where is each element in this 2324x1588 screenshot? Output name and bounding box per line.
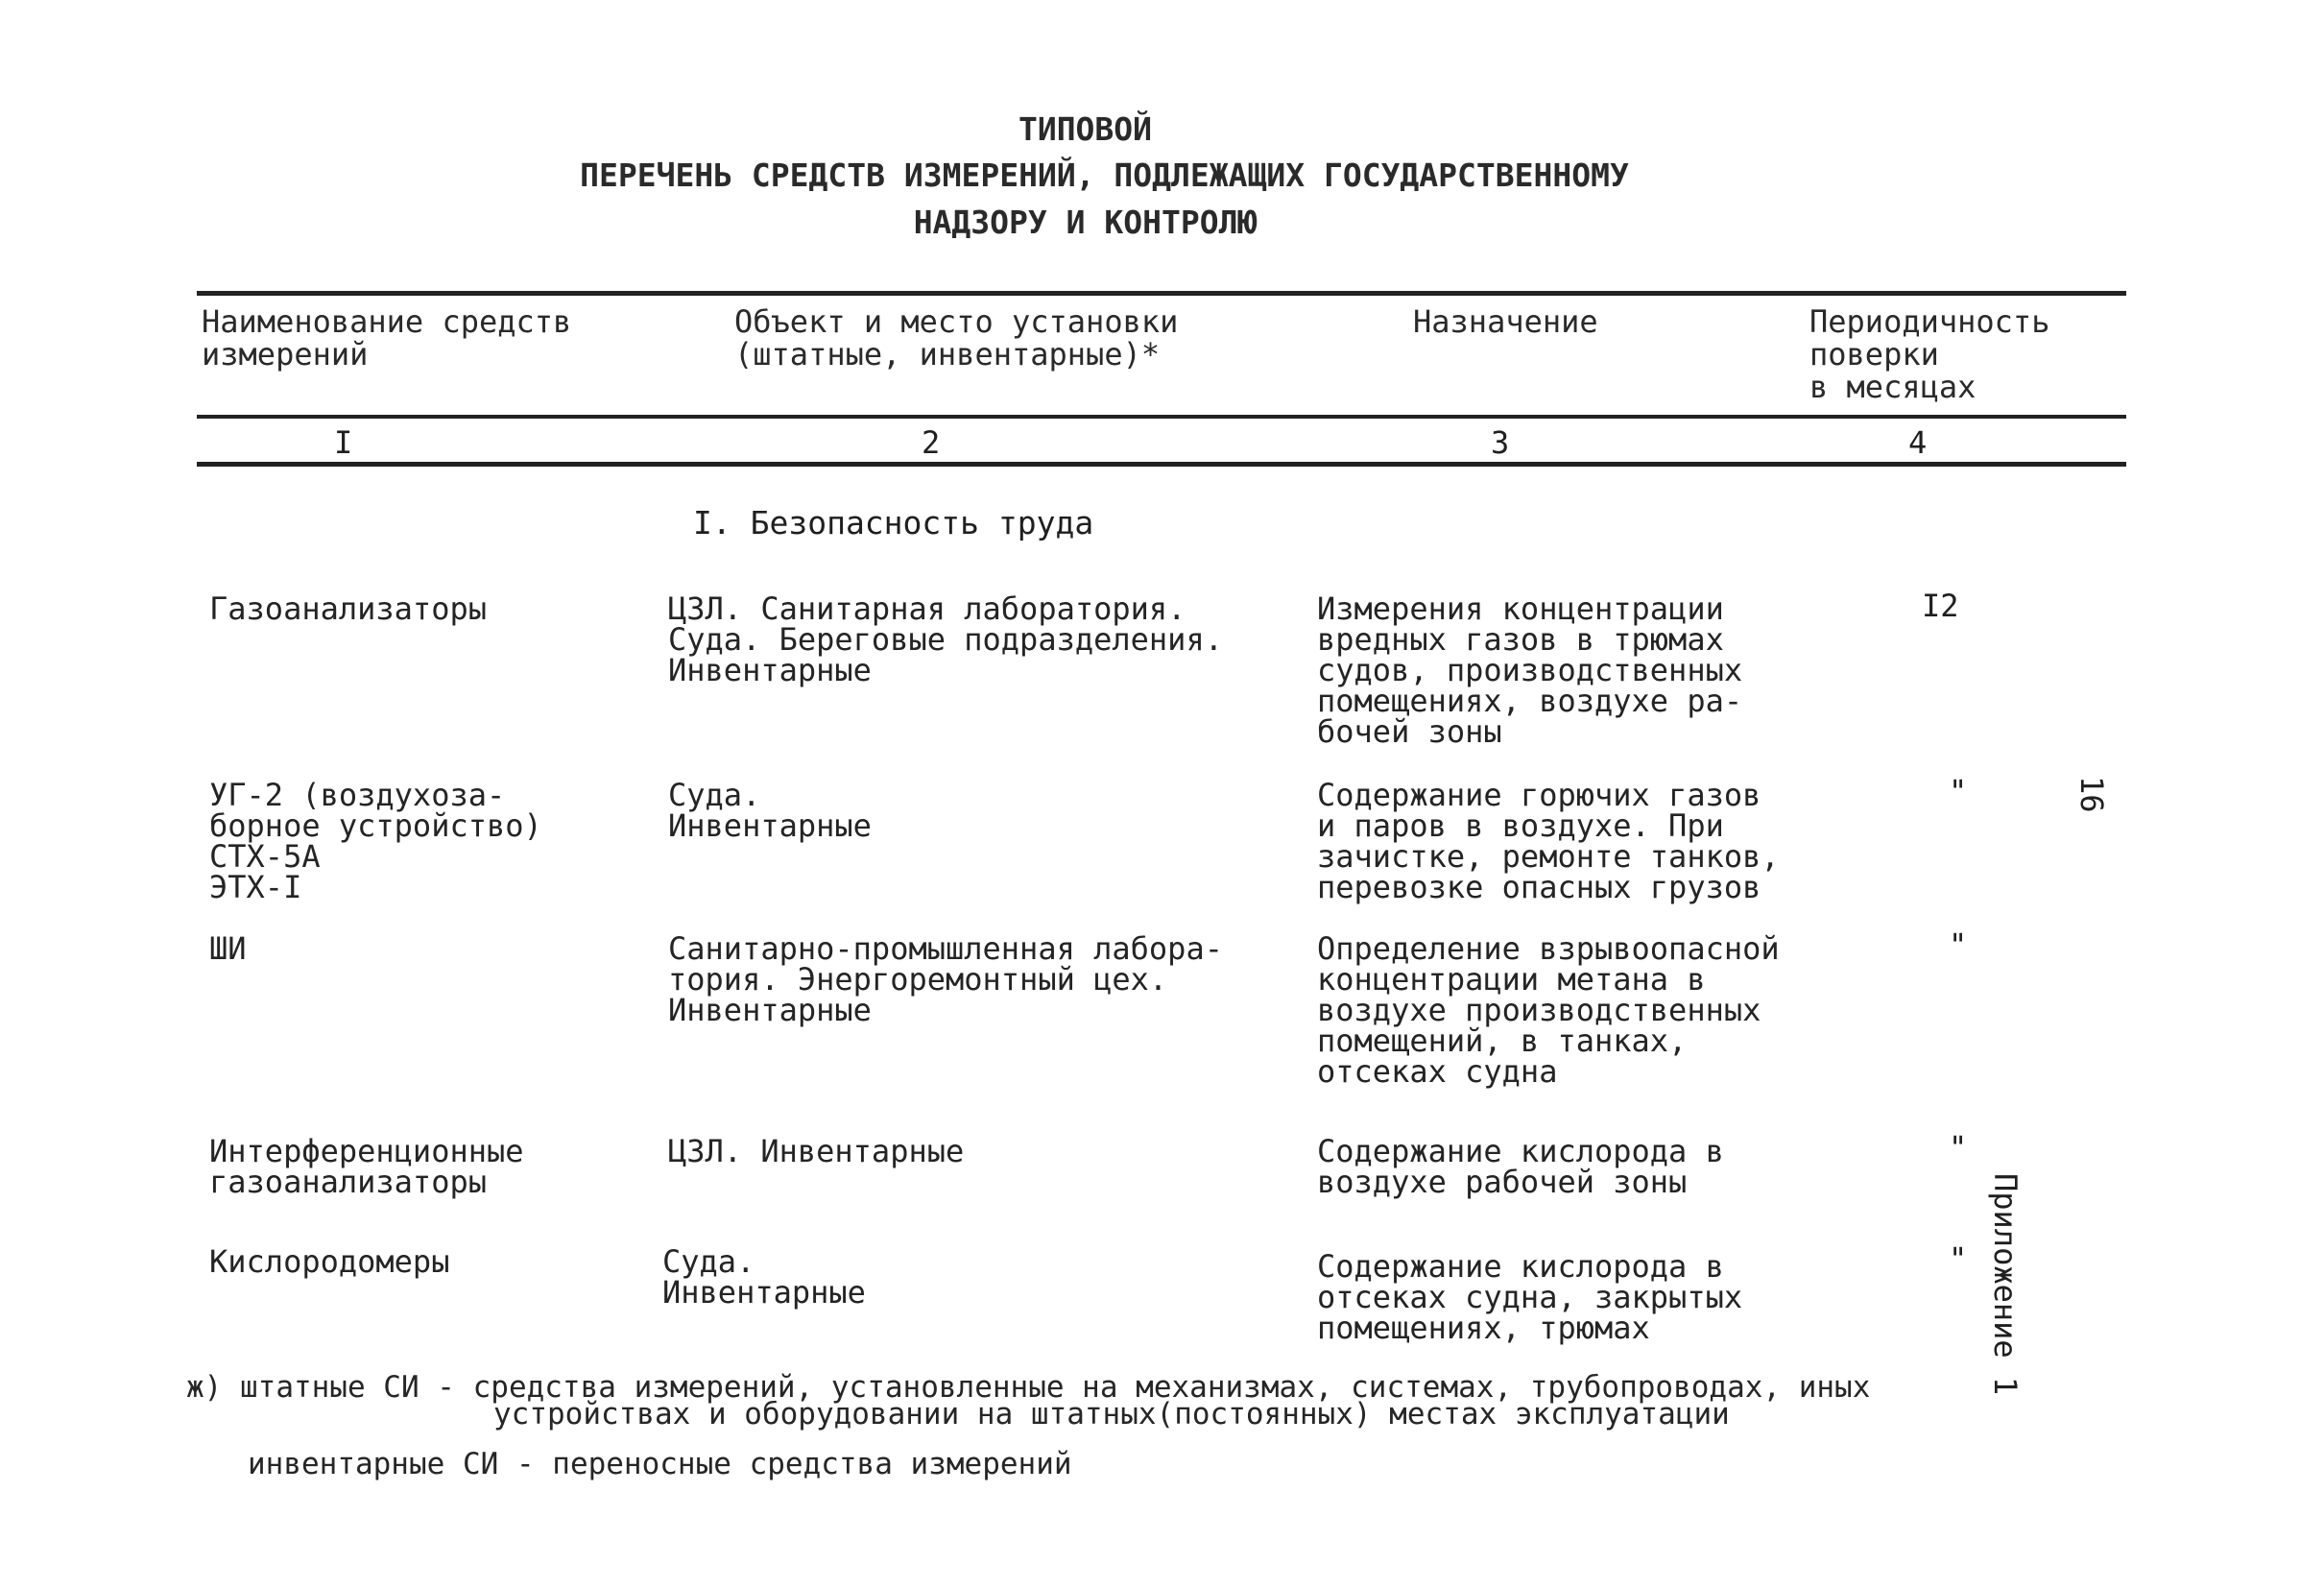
- footnote-line-1: ж) штатные СИ - средства измерений, установленные на механизмах, системах, трубопроводах, иных: [186, 1370, 1871, 1405]
- row-4-period: ": [1949, 1129, 1968, 1166]
- section-heading: I. Безопасность труда: [693, 504, 1094, 541]
- row-5-purpose: Содержание кислорода в отсеках судна, закрытых помещениях, трюмах: [1317, 1248, 1743, 1346]
- row-3-purpose: Определение взрывоопасной концентрации метана в воздухе производственных помещений, в танках, отсеках судна: [1317, 930, 1780, 1090]
- column-number-2: 2: [922, 424, 941, 461]
- header-object: Объект и место установки (штатные, инвентарные)*: [734, 303, 1179, 373]
- header-period: Периодичность поверки в месяцах: [1809, 303, 2050, 405]
- appendix-label: Приложение 1: [1987, 1173, 2024, 1396]
- header-bottom-rule: [197, 415, 2126, 419]
- row-4-name: Интерференционные газоанализаторы: [209, 1133, 524, 1200]
- header-purpose: Назначение: [1413, 303, 1598, 340]
- row-5-period: ": [1949, 1240, 1968, 1277]
- row-5-object: Суда. Инвентарные: [662, 1243, 866, 1311]
- column-number-3: 3: [1491, 424, 1510, 461]
- row-4-object: ЦЗЛ. Инвентарные: [668, 1133, 965, 1169]
- row-1-object: ЦЗЛ. Санитарная лаборатория. Суда. Береговые подразделения. Инвентарные: [668, 590, 1223, 688]
- table-top-rule: [197, 291, 2126, 296]
- row-2-purpose: Содержание горючих газов и паров в воздухе. При зачистке, ремонте танков, перевозке опасных грузов: [1317, 777, 1780, 905]
- doc-title-line-3: НАДЗОРУ И КОНТРОЛЮ: [913, 204, 1258, 241]
- row-3-name: ШИ: [209, 930, 247, 967]
- row-3-period: ": [1949, 926, 1968, 963]
- doc-title-line-1: ТИПОВОЙ: [1018, 110, 1153, 148]
- row-2-name: УГ-2 (воздухоза- борное устройство) СТХ-5А ЭТХ-I: [209, 777, 542, 905]
- row-2-object: Суда. Инвентарные: [668, 777, 872, 844]
- page-number: 16: [2073, 776, 2110, 813]
- row-1-period: I2: [1922, 588, 1959, 624]
- column-number-1: I: [334, 424, 353, 461]
- row-3-object: Санитарно-промышленная лабора- тория. Энергоремонтный цех. Инвентарные: [668, 930, 1223, 1028]
- row-4-purpose: Содержание кислорода в воздухе рабочей зоны: [1317, 1133, 1724, 1200]
- row-1-name: Газоанализаторы: [209, 590, 487, 627]
- row-1-purpose: Измерения концентрации вредных газов в трюмах судов, производственных помещениях, воздухе ра- бочей зоны: [1317, 590, 1743, 750]
- numbers-bottom-rule: [197, 462, 2126, 467]
- doc-title-line-2: ПЕРЕЧЕНЬ СРЕДСТВ ИЗМЕРЕНИЙ, ПОДЛЕЖАЩИХ ГОСУДАРСТВЕННОМУ: [580, 156, 1629, 194]
- header-name: Наименование средств измерений: [202, 303, 572, 373]
- row-2-period: ": [1949, 773, 1968, 809]
- row-5-name: Кислородомеры: [209, 1243, 450, 1280]
- footnote-line-2: устройствах и оборудовании на штатных(постоянных) местах эксплуатации: [493, 1397, 1730, 1432]
- footnote-line-3: инвентарные СИ - переносные средства измерений: [248, 1447, 1072, 1481]
- column-number-4: 4: [1908, 424, 1928, 461]
